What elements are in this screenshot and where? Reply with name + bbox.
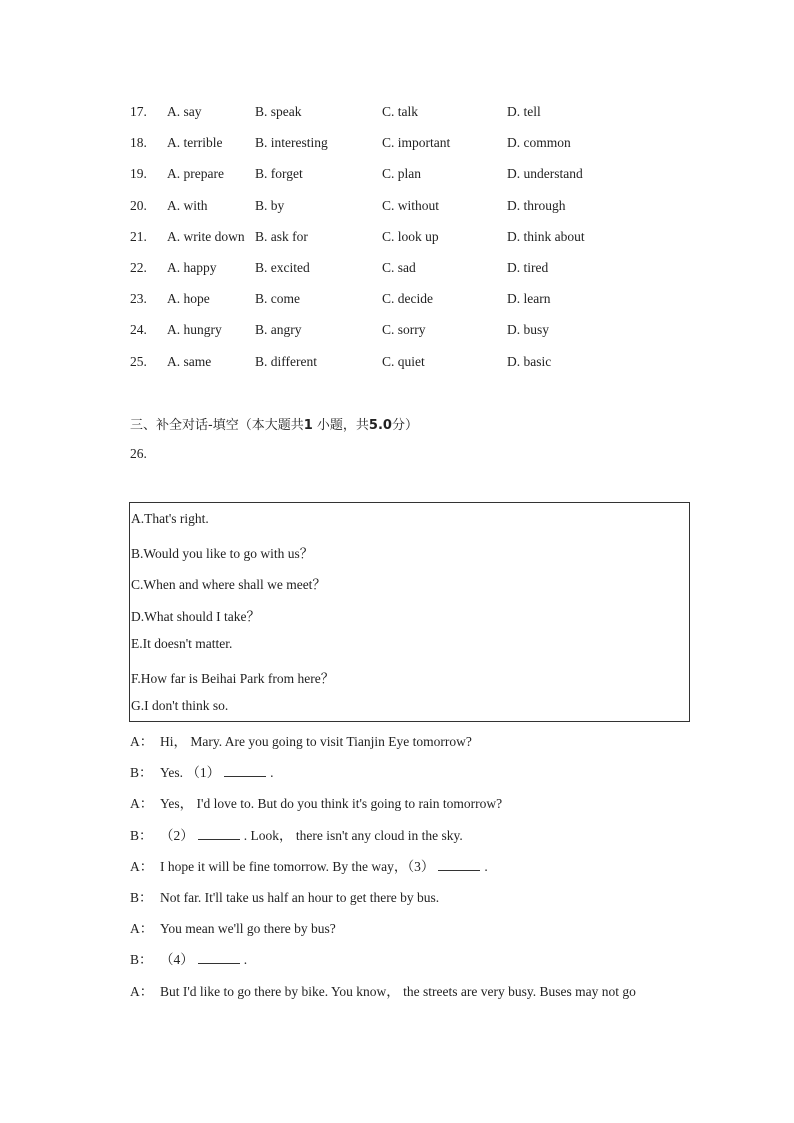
speaker-label: B： xyxy=(130,952,153,968)
dialogue-text-after: . xyxy=(484,858,488,874)
option-a: A. write down xyxy=(167,228,245,244)
speaker-label: B： xyxy=(130,827,153,843)
option-b: B. ask for xyxy=(255,228,308,244)
question-number: 20. xyxy=(130,197,147,213)
choice-row xyxy=(130,195,730,226)
dialogue-text: I hope it will be fine tomorrow. By the way，（3） xyxy=(160,858,435,874)
choice-row xyxy=(130,257,730,288)
speaker-label: A： xyxy=(130,858,154,874)
speaker-label: A： xyxy=(130,796,154,812)
answer-blank[interactable] xyxy=(224,764,266,777)
option-a: A. prepare xyxy=(167,166,224,182)
dialogue-text: You mean we'll go there by bus? xyxy=(160,921,336,937)
option-d: D. understand xyxy=(507,166,583,182)
box-option-d: D.What should I take？ xyxy=(131,609,260,624)
question-26-number: 26. xyxy=(130,446,147,461)
option-c: C. talk xyxy=(382,104,418,119)
choice-row xyxy=(130,132,730,163)
option-d: D. basic xyxy=(507,353,552,369)
dialogue-line xyxy=(130,825,730,856)
dialogue xyxy=(130,731,730,1012)
speaker-label: A： xyxy=(130,983,154,999)
dialogue-text: Yes. （1） xyxy=(160,765,221,781)
answer-blank[interactable] xyxy=(198,951,240,964)
dialogue-line xyxy=(130,731,730,762)
option-c: C. sad xyxy=(382,259,416,275)
choice-row xyxy=(130,226,730,257)
option-d: D. think about xyxy=(507,228,585,244)
option-d: D. learn xyxy=(507,291,551,307)
option-a: A. hungry xyxy=(167,322,222,338)
dialogue-line xyxy=(130,949,730,980)
question-number: 21. xyxy=(130,228,147,244)
choice-row xyxy=(130,101,730,132)
option-c: C. look up xyxy=(382,228,439,244)
box-option-f: F.How far is Beihai Park from here？ xyxy=(131,671,335,686)
option-b: B. angry xyxy=(255,322,302,338)
section-heading xyxy=(130,414,418,433)
question-number: 25. xyxy=(130,353,147,369)
option-a: A. terrible xyxy=(167,135,223,151)
dialogue-text-after: . xyxy=(270,765,274,781)
question-number: 18. xyxy=(130,135,147,151)
question-number: 22. xyxy=(130,259,147,275)
dialogue-text: Yes， I'd love to. But do you think it's going to rain tomorrow? xyxy=(160,796,503,812)
section-question-count: 1 xyxy=(303,418,313,433)
dialogue-text: But I'd like to go there by bike. You know， the streets are very busy. Buses may not go xyxy=(160,983,636,999)
box-option-e: E.It doesn't matter. xyxy=(131,636,233,651)
option-b: B. by xyxy=(255,197,285,213)
dialogue-line xyxy=(130,918,730,949)
option-b: B. interesting xyxy=(255,135,328,151)
option-b: B. forget xyxy=(255,166,303,182)
choice-row xyxy=(130,351,730,382)
choice-row xyxy=(130,163,730,194)
speaker-label: B： xyxy=(130,889,153,905)
option-a: A. with xyxy=(167,197,208,213)
option-a: A. hope xyxy=(167,291,210,307)
dialogue-text-after: . xyxy=(243,952,248,968)
question-number: 23. xyxy=(130,291,147,307)
dialogue-text: （4） xyxy=(160,952,194,968)
option-b: B. excited xyxy=(255,259,310,275)
question-number: 17. xyxy=(130,104,147,119)
option-c: C. quiet xyxy=(382,353,425,369)
option-a: A. same xyxy=(167,353,212,369)
dialogue-text-after: . Look， there isn't any cloud in the sky. xyxy=(243,827,463,843)
speaker-label: A： xyxy=(130,734,154,749)
dialogue-line xyxy=(130,762,730,793)
option-c: C. without xyxy=(382,197,440,213)
speaker-label: A： xyxy=(130,921,154,937)
section-heading-suffix: 分） xyxy=(391,418,418,433)
box-option-b: B.Would you like to go with us？ xyxy=(131,546,314,561)
speaker-label: B： xyxy=(130,765,153,781)
option-b: B. different xyxy=(255,353,317,369)
option-b: B. come xyxy=(255,291,300,307)
option-c: C. plan xyxy=(382,166,421,182)
dialogue-options-box xyxy=(129,502,690,722)
dialogue-text: Hi， Mary. Are you going to visit Tianjin Eye tomorrow? xyxy=(160,734,472,749)
multiple-choice-options xyxy=(130,101,730,382)
option-d: D. through xyxy=(507,197,566,213)
dialogue-line xyxy=(130,887,730,918)
option-a: A. say xyxy=(167,104,202,119)
option-d: D. tell xyxy=(507,104,541,119)
option-d: D. tired xyxy=(507,259,549,275)
option-d: D. busy xyxy=(507,322,550,338)
option-c: C. decide xyxy=(382,291,433,307)
choice-row xyxy=(130,319,730,350)
choice-row xyxy=(130,288,730,319)
section-heading-middle: 小题，共 xyxy=(316,418,369,433)
option-c: C. important xyxy=(382,135,451,151)
option-b: B. speak xyxy=(255,104,302,119)
option-c: C. sorry xyxy=(382,322,426,338)
section-score: 5.0 xyxy=(368,418,392,433)
box-option-c: C.When and where shall we meet？ xyxy=(131,577,326,592)
section-heading-prefix: 三、补全对话-填空（本大题共 xyxy=(130,418,304,433)
box-option-g: G.I don't think so. xyxy=(131,698,229,713)
answer-blank[interactable] xyxy=(198,827,240,840)
answer-blank[interactable] xyxy=(438,858,480,871)
option-d: D. common xyxy=(507,135,571,151)
dialogue-line xyxy=(130,981,730,1012)
option-a: A. happy xyxy=(167,259,217,275)
question-number: 24. xyxy=(130,322,147,338)
box-option-a: A.That's right. xyxy=(131,511,209,526)
dialogue-text: Not far. It'll take us half an hour to get there by bus. xyxy=(160,889,440,905)
dialogue-line xyxy=(130,856,730,887)
question-number: 19. xyxy=(130,166,147,182)
dialogue-line xyxy=(130,793,730,824)
dialogue-text: （2） xyxy=(160,827,194,843)
